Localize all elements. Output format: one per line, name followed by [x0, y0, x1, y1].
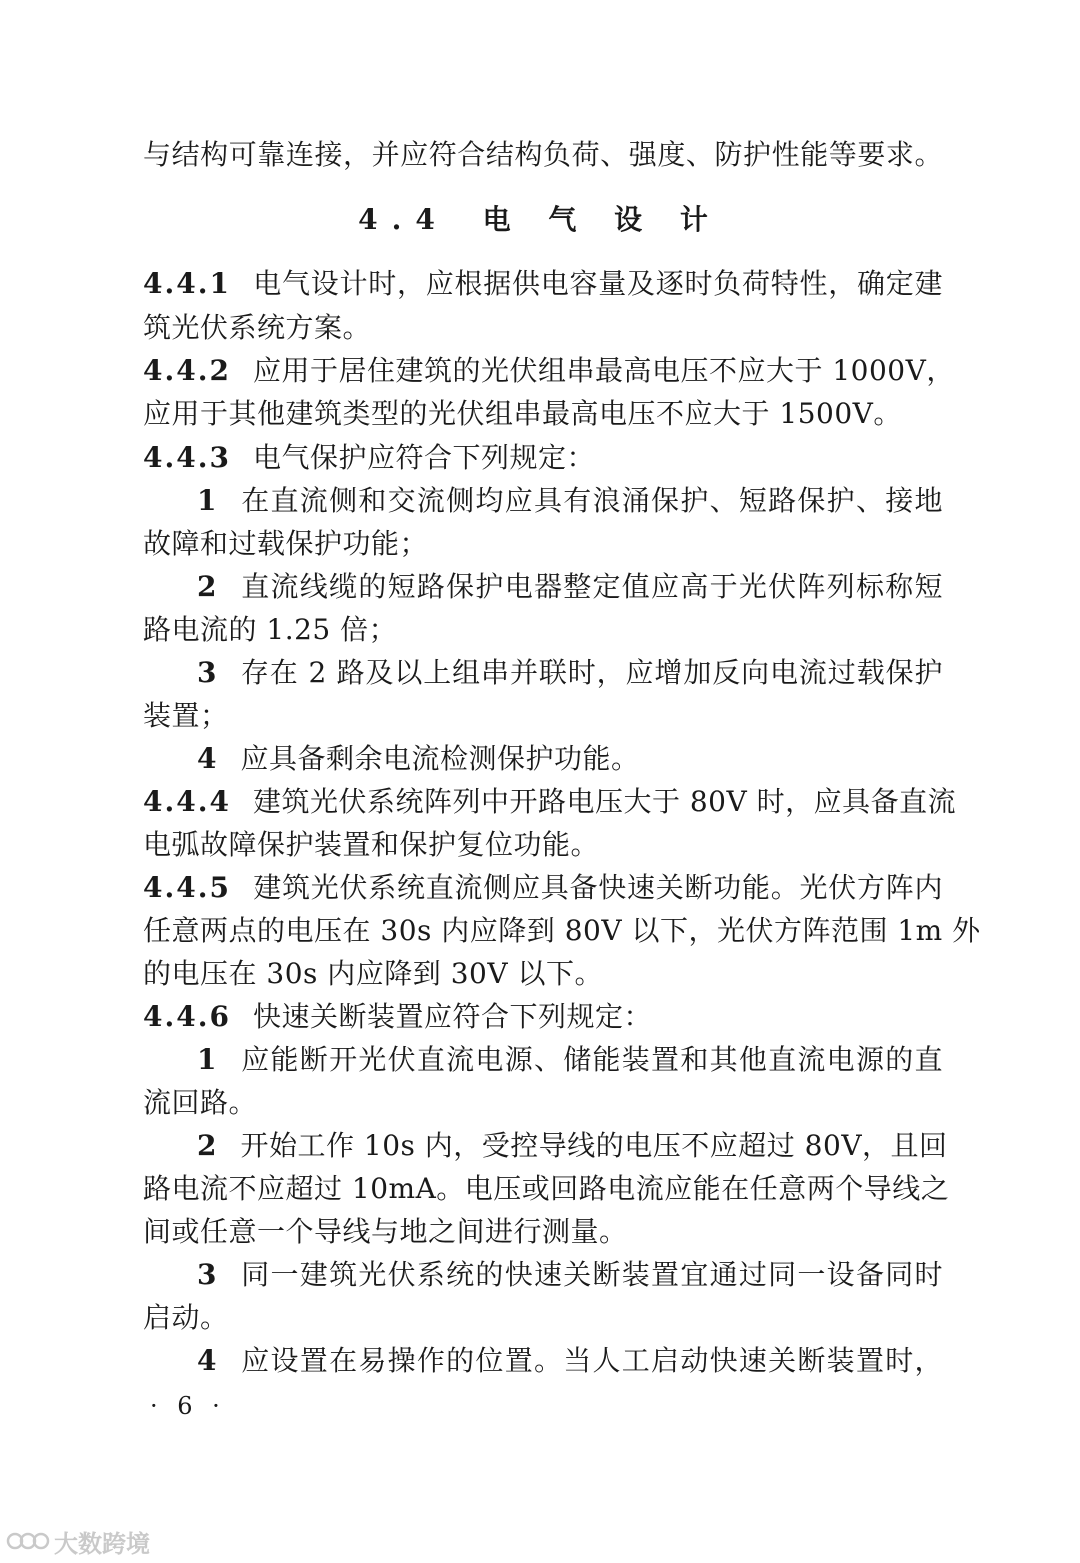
- clause-number: 4.4.3: [143, 441, 231, 474]
- section-heading: [0, 198, 1080, 242]
- item-text-continued: 启动。: [143, 1301, 229, 1334]
- clause-number: 4.4.4: [143, 785, 231, 818]
- item-number: 4: [197, 1344, 219, 1377]
- section-number: 4.4: [358, 203, 449, 236]
- clause-text: 电气保护应符合下列规定：: [252, 441, 595, 474]
- item-text: 应设置在易操作的位置。当人工启动快速关断装置时，: [240, 1344, 943, 1377]
- section-title: 电 气 设 计: [482, 203, 722, 236]
- list-item: [197, 1339, 943, 1383]
- item-text: 应具备剩余电流检测保护功能。: [240, 742, 640, 775]
- clause-4-4-3: [143, 436, 943, 480]
- list-item: [197, 1124, 948, 1168]
- page-number: · 6 ·: [150, 1392, 226, 1420]
- clause-text-continued: 筑光伏系统方案。: [143, 311, 372, 344]
- clause-number: 4.4.2: [143, 354, 231, 387]
- item-number: 2: [197, 570, 219, 603]
- list-item: [197, 479, 943, 523]
- clause-4-4-2: [143, 349, 955, 393]
- item-text: 直流线缆的短路保护电器整定值应高于光伏阵列标称短: [240, 570, 943, 603]
- item-number: 3: [197, 656, 219, 689]
- item-text-continued: 路电流的 1.25 倍；: [143, 613, 398, 646]
- clause-text: 快速关断装置应符合下列规定：: [252, 1000, 652, 1033]
- intro-line: 与结构可靠连接，并应符合结构负荷、强度、防护性能等要求。: [143, 138, 943, 171]
- item-number: 1: [197, 1043, 219, 1076]
- clause-number: 4.4.5: [143, 871, 231, 904]
- list-item: [197, 737, 943, 781]
- item-text: 开始工作 10s 内，受控导线的电压不应超过 80V，且回: [240, 1129, 948, 1162]
- clause-4-4-1: [143, 262, 943, 306]
- item-text: 在直流侧和交流侧均应具有浪涌保护、短路保护、接地: [240, 484, 943, 517]
- list-item: [197, 651, 943, 695]
- clause-text-continued: 应用于其他建筑类型的光伏组串最高电压不应大于 1500V。: [143, 397, 902, 430]
- clause-text: 电气设计时，应根据供电容量及逐时负荷特性，确定建: [252, 267, 943, 300]
- list-item: [197, 1253, 943, 1297]
- watermark: [6, 1524, 150, 1558]
- watermark-logo-icon: [6, 1527, 50, 1555]
- item-text-continued: 故障和过载保护功能；: [143, 527, 429, 560]
- list-item: [197, 565, 943, 609]
- item-text-continued: 装置；: [143, 699, 229, 732]
- item-text: 同一建筑光伏系统的快速关断装置宜通过同一设备同时: [240, 1258, 943, 1291]
- list-item: [197, 1038, 943, 1082]
- watermark-text: 大数跨境: [54, 1529, 150, 1558]
- item-text-continued: 路电流不应超过 10mA。电压或回路电流应能在任意两个导线之: [143, 1172, 950, 1205]
- clause-4-4-6: [143, 995, 943, 1039]
- item-text-continued: 间或任意一个导线与地之间进行测量。: [143, 1215, 628, 1248]
- item-text: 存在 2 路及以上组串并联时，应增加反向电流过载保护: [240, 656, 943, 689]
- item-number: 4: [197, 742, 219, 775]
- item-number: 1: [197, 484, 219, 517]
- clause-text: 建筑光伏系统直流侧应具备快速关断功能。光伏方阵内: [252, 871, 943, 904]
- clause-text-continued: 电弧故障保护装置和保护复位功能。: [143, 828, 600, 861]
- clause-text-continued: 的电压在 30s 内应降到 30V 以下。: [143, 957, 603, 990]
- clause-text-continued: 任意两点的电压在 30s 内应降到 80V 以下，光伏方阵范围 1m 外: [143, 914, 981, 947]
- clause-text: 应用于居住建筑的光伏组串最高电压不应大于 1000V，: [252, 354, 955, 387]
- clause-number: 4.4.1: [143, 267, 231, 300]
- clause-text: 建筑光伏系统阵列中开路电压大于 80V 时，应具备直流: [252, 785, 957, 818]
- item-number: 3: [197, 1258, 219, 1291]
- clause-4-4-4: [143, 780, 957, 824]
- item-text-continued: 流回路。: [143, 1086, 258, 1119]
- item-number: 2: [197, 1129, 219, 1162]
- clause-4-4-5: [143, 866, 943, 910]
- item-text: 应能断开光伏直流电源、储能装置和其他直流电源的直: [240, 1043, 943, 1076]
- clause-number: 4.4.6: [143, 1000, 231, 1033]
